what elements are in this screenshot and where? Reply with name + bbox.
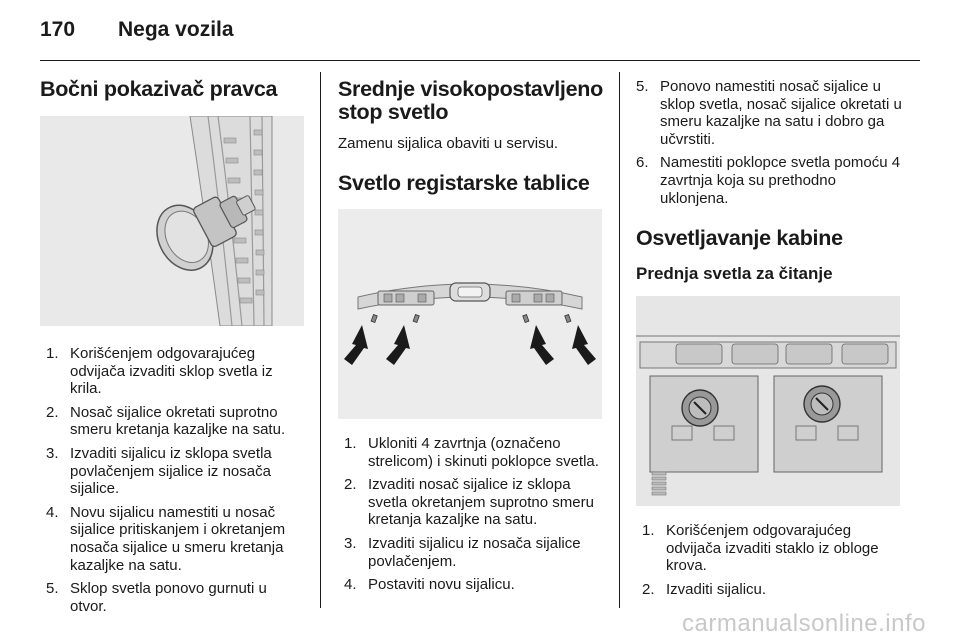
column-divider <box>619 72 620 608</box>
reading-light-drawing <box>636 296 900 506</box>
step-text: Izvaditi sijalicu iz sklopa svetla povlačenjem sijalice iz nosača sijalice. <box>70 444 272 498</box>
column-cabin-lighting <box>636 70 902 605</box>
step-list <box>46 345 304 615</box>
list-item <box>46 404 304 439</box>
section-heading: Bočni pokazivač pravca <box>40 77 278 101</box>
list-item <box>344 476 604 529</box>
side-indicator-drawing <box>40 116 304 326</box>
step-number: 2. <box>642 580 655 598</box>
step-text: Ukloniti 4 zavrtnja (označeno strelicom) i skinuti poklopce svetla. <box>368 435 599 470</box>
step-number: 5. <box>46 580 59 598</box>
page-number: 170 <box>40 18 76 41</box>
step-number: 4. <box>344 576 357 594</box>
list-item <box>642 522 902 575</box>
step-number: 2. <box>46 403 59 421</box>
step-text: Ponovo namestiti nosač sijalice u sklop svetla, nosač sijalice okretati u smeru kazaljke na satu i dobro ga učvrstiti. <box>660 78 902 148</box>
step-number: 6. <box>636 154 649 172</box>
subsection-heading: Prednja svetla za čitanje <box>636 264 833 284</box>
list-item <box>642 581 902 599</box>
step-list <box>344 435 604 594</box>
step-number: 3. <box>46 444 59 462</box>
step-text: Izvaditi nosač sijalice iz sklopa svetla okretanjem suprotno smeru kretanja kazaljke na satu. <box>368 476 594 529</box>
column-side-indicator <box>40 70 304 621</box>
side-indicator-illustration <box>40 116 304 326</box>
header-divider <box>40 60 920 61</box>
step-text: Sklop svetla ponovo gurnuti u otvor. <box>70 580 267 615</box>
page-header <box>40 18 920 58</box>
list-item <box>344 435 604 470</box>
list-item <box>46 504 304 574</box>
list-item <box>46 445 304 498</box>
step-list <box>642 522 902 598</box>
list-item <box>46 580 304 615</box>
step-number: 1. <box>46 345 59 362</box>
section-heading: Srednje visokopostavljeno stop svetlo <box>338 77 603 124</box>
column-stop-and-plate-light <box>338 70 604 600</box>
step-text: Novu sijalicu namestiti u nosač sijalice pritiskanjem i okretanjem nosača sijalice u smeru kretanja kazaljke na satu. <box>70 503 286 574</box>
step-number: 3. <box>344 534 357 552</box>
step-text: Korišćenjem odgovarajućeg odvijača izvaditi sklop svetla iz krila. <box>70 345 273 398</box>
list-item <box>344 535 604 570</box>
step-text: Nosač sijalice okretati suprotno smeru kretanja kazaljke na satu. <box>70 403 286 439</box>
reading-light-illustration <box>636 296 900 506</box>
step-number: 1. <box>642 522 655 540</box>
step-text: Korišćenjem odgovarajućeg odvijača izvaditi staklo iz obloge krova. <box>666 522 879 575</box>
step-number: 2. <box>344 476 357 494</box>
plate-light-drawing <box>338 209 602 419</box>
list-item <box>636 154 902 207</box>
step-list <box>636 78 902 207</box>
list-item <box>636 78 902 148</box>
step-number: 1. <box>344 435 357 452</box>
step-text: Izvaditi sijalicu iz nosača sijalice povlačenjem. <box>368 534 581 570</box>
list-item <box>46 345 304 398</box>
plate-light-illustration <box>338 209 602 419</box>
step-text: Izvaditi sijalicu. <box>666 580 767 598</box>
section-heading: Svetlo registarske tablice <box>338 171 590 195</box>
step-number: 5. <box>636 78 649 95</box>
step-text: Postaviti novu sijalicu. <box>368 576 515 594</box>
watermark: carmanualsonline.info <box>682 610 926 637</box>
step-number: 4. <box>46 503 59 521</box>
step-text: Namestiti poklopce svetla pomoću 4 zavrtnja koja su prethodno uklonjena. <box>660 154 901 207</box>
section-heading: Osvetljavanje kabine <box>636 226 843 251</box>
paragraph: Zamenu sijalica obaviti u servisu. <box>338 135 559 152</box>
page-title: Nega vozila <box>118 18 234 41</box>
column-divider <box>320 72 321 608</box>
list-item <box>344 576 604 594</box>
